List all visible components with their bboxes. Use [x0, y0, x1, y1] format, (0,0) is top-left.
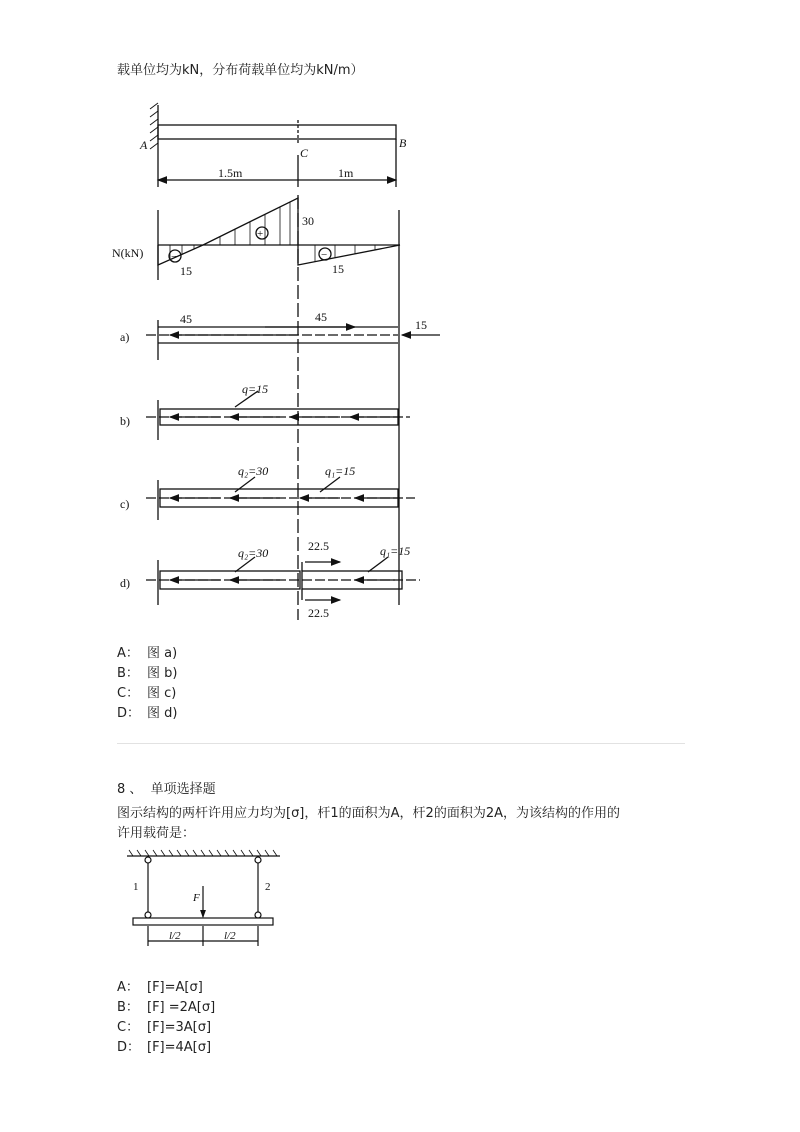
- option-a[interactable]: [117, 979, 203, 997]
- question-8-figure: [125, 848, 285, 953]
- question-7-text-tail: 载单位均为kN，分布荷载单位均为kN/m）: [117, 63, 364, 78]
- d-force-top: 22.5: [308, 539, 329, 553]
- option-c[interactable]: [117, 1019, 211, 1037]
- minus-sign-left: −: [171, 251, 178, 263]
- a-force-45-mid: 45: [315, 310, 327, 324]
- question-7-figure: [110, 95, 450, 630]
- option-d[interactable]: [117, 705, 177, 723]
- case-c-label: c): [120, 497, 130, 511]
- option-a[interactable]: [117, 645, 177, 663]
- n-value-15-left: 15: [180, 264, 192, 278]
- dim-left: 1.5m: [218, 166, 243, 180]
- option-label: A：: [117, 980, 139, 995]
- question-8-stem-line-2: 许用载荷是：: [117, 826, 196, 841]
- option-text: 图 c): [147, 686, 177, 701]
- c-load-q1: q₁=15: [325, 464, 356, 478]
- label-C: C: [300, 146, 309, 160]
- question-divider: [117, 743, 685, 744]
- half-length-left: l/2: [169, 930, 181, 942]
- d-force-bottom: 22.5: [308, 606, 329, 620]
- half-length-right: l/2: [224, 930, 236, 942]
- option-d[interactable]: [117, 1039, 211, 1057]
- option-label: A：: [117, 646, 139, 661]
- option-text: [F]=3A[σ]: [147, 1020, 212, 1035]
- question-8-stem-line-1: 图示结构的两杆许用应力均为[σ]，杆1的面积为A，杆2的面积为2A，为该结构的作用的: [117, 806, 620, 821]
- option-text: [F]=A[σ]: [147, 980, 203, 995]
- label-B: B: [399, 136, 407, 150]
- d-load-q2: q₂=30: [238, 546, 269, 560]
- dim-right: 1m: [338, 166, 354, 180]
- option-b[interactable]: [117, 999, 215, 1017]
- rod-2-label: 2: [265, 881, 271, 893]
- option-label: C：: [117, 686, 140, 701]
- option-label: B：: [117, 666, 139, 681]
- n-value-15-right: 15: [332, 262, 344, 276]
- b-load-q: q=15: [242, 382, 269, 396]
- minus-sign-right: −: [321, 249, 328, 261]
- case-a-label: a): [120, 330, 130, 344]
- a-force-45-left: 45: [180, 312, 192, 326]
- d-load-q1: q₁=15: [380, 544, 411, 558]
- question-type: 单项选择题: [150, 782, 216, 797]
- option-text: 图 b): [147, 666, 178, 681]
- option-b[interactable]: [117, 665, 177, 683]
- question-number: 8 、: [117, 782, 143, 797]
- c-load-q2: q₂=30: [238, 464, 269, 478]
- question-8-header: [117, 781, 216, 799]
- case-d-label: d): [120, 576, 130, 590]
- option-c[interactable]: [117, 685, 176, 703]
- plus-sign: +: [257, 228, 264, 240]
- option-label: B：: [117, 1000, 139, 1015]
- a-force-15: 15: [415, 318, 427, 332]
- n-value-30: 30: [302, 214, 314, 228]
- option-label: D：: [117, 706, 141, 721]
- option-label: C：: [117, 1020, 140, 1035]
- option-text: [F]=4A[σ]: [147, 1040, 212, 1055]
- force-F-label: F: [193, 892, 200, 904]
- option-text: [F] =2A[σ]: [147, 1000, 216, 1015]
- option-label: D：: [117, 1040, 141, 1055]
- label-A: A: [140, 138, 148, 152]
- n-axis-label: N(kN): [112, 246, 144, 260]
- case-b-label: b): [120, 414, 130, 428]
- option-text: 图 a): [147, 646, 178, 661]
- option-text: 图 d): [147, 706, 178, 721]
- rod-1-label: 1: [133, 881, 139, 893]
